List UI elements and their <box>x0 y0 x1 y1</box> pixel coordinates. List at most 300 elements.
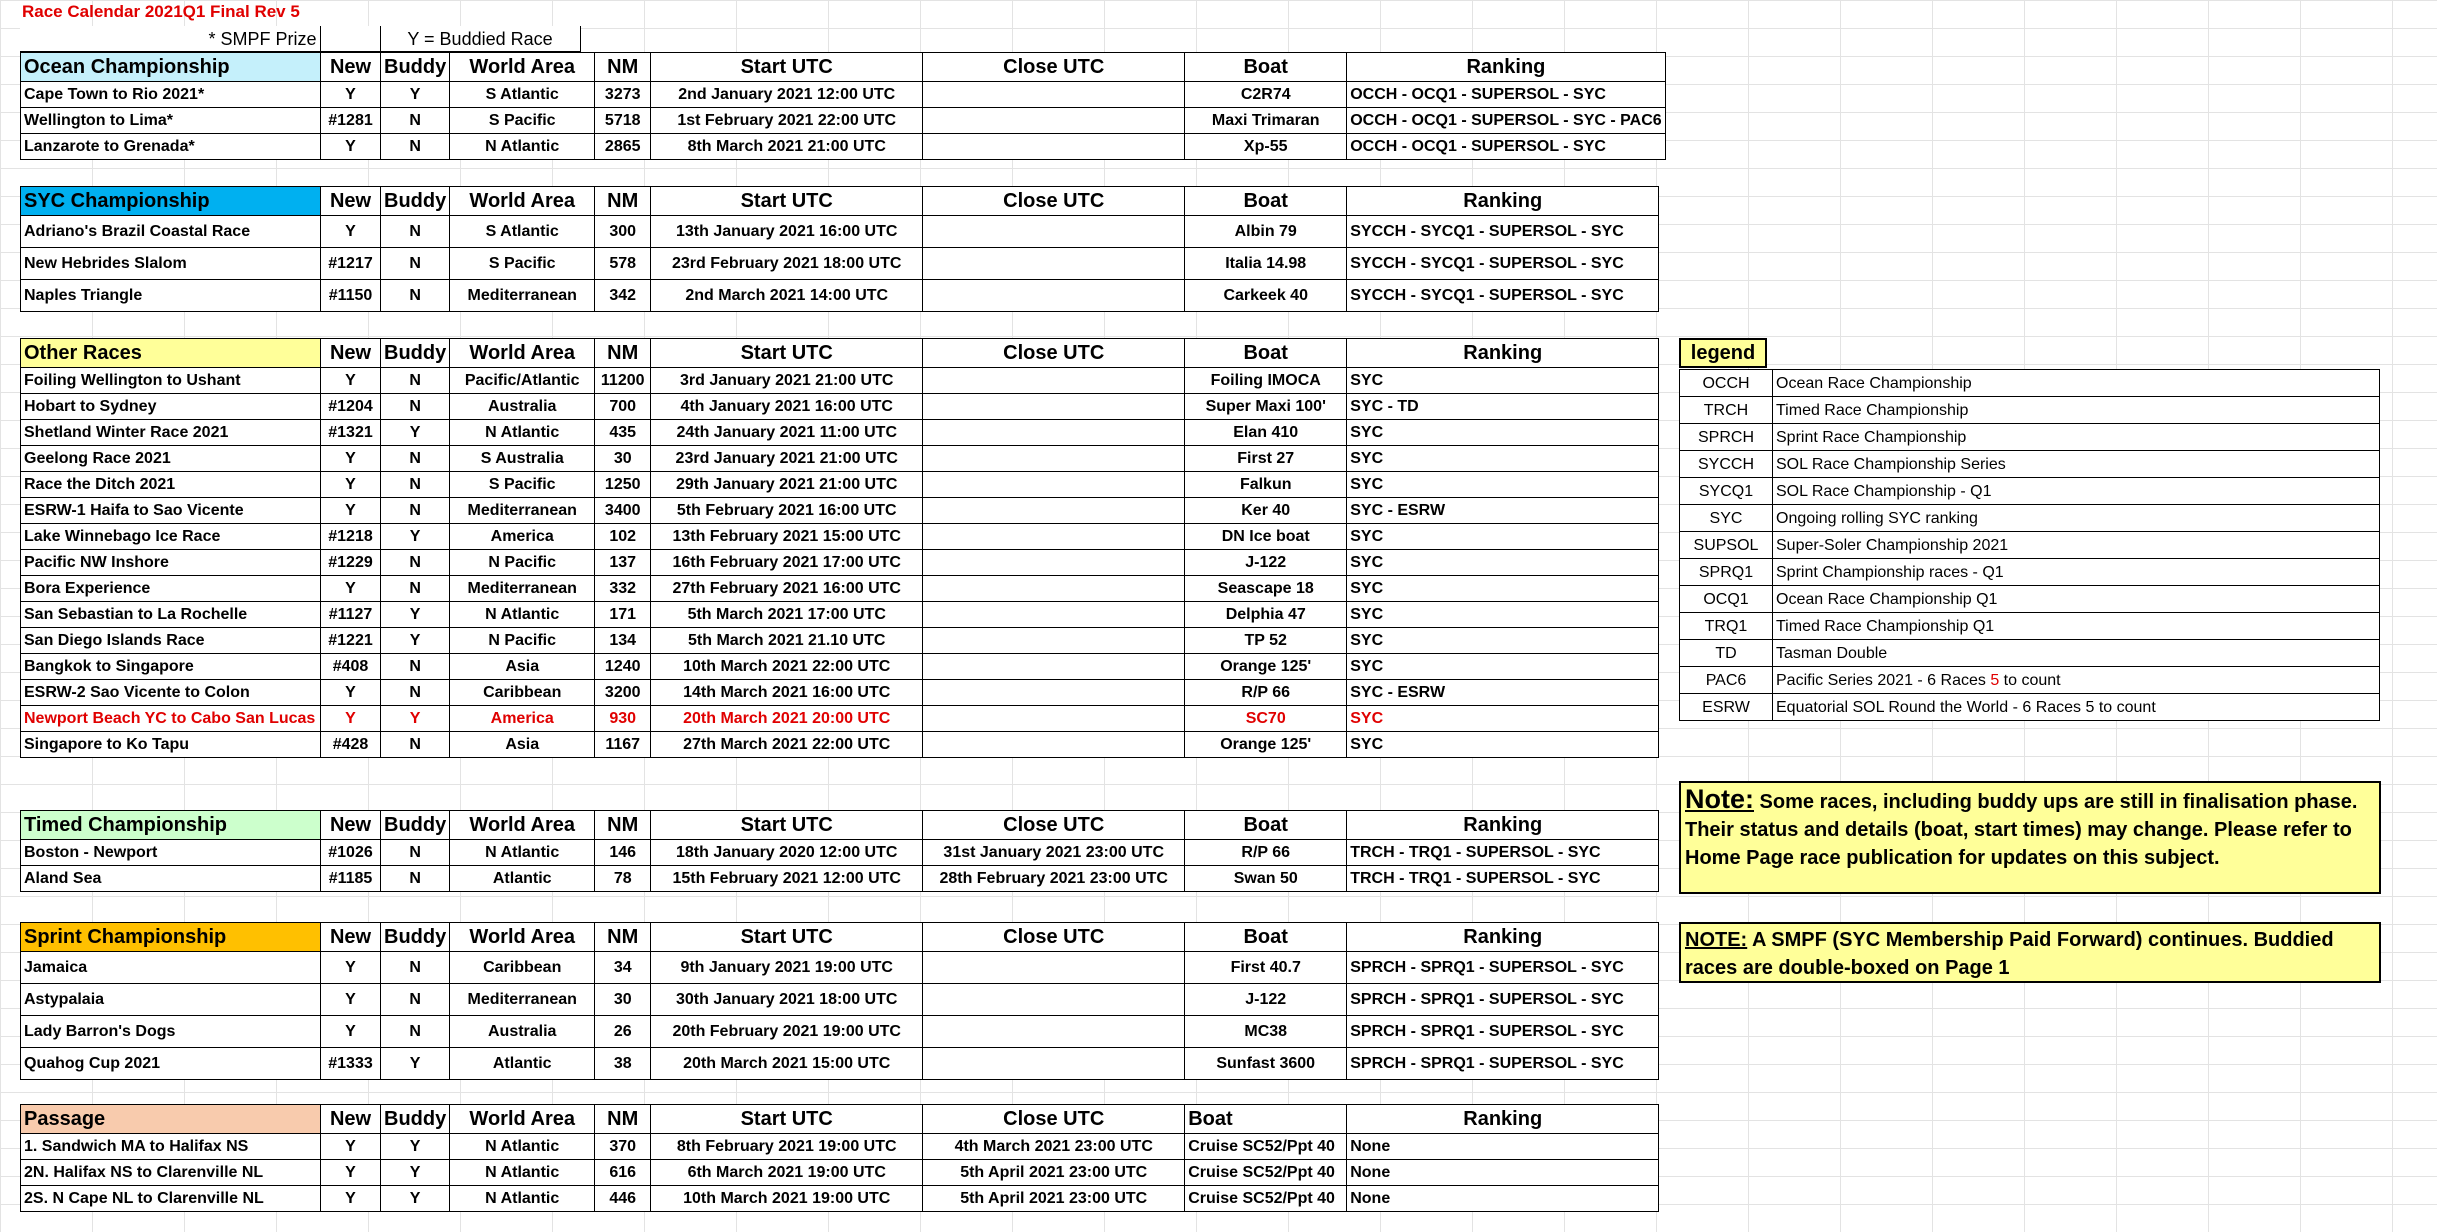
cell-name: San Sebastian to La Rochelle <box>21 602 321 628</box>
cell-close: 31st January 2021 23:00 UTC <box>923 840 1185 866</box>
cell-name: 1. Sandwich MA to Halifax NS <box>21 1134 321 1160</box>
section-title: Ocean Championship <box>21 53 321 82</box>
cell-close <box>923 498 1185 524</box>
cell-area: N Pacific <box>450 628 595 654</box>
cell-ranking: SYCCH - SYCQ1 - SUPERSOL - SYC <box>1347 280 1659 312</box>
race-row <box>21 1186 1659 1212</box>
cell-start: 13th February 2021 15:00 UTC <box>651 524 923 550</box>
cell-buddy: Y <box>381 82 450 108</box>
cell-buddy: N <box>381 840 450 866</box>
cell-start: 24th January 2021 11:00 UTC <box>651 420 923 446</box>
column-header-ranking: Ranking <box>1347 53 1665 82</box>
cell-new: #1333 <box>321 1048 381 1080</box>
cell-close <box>923 706 1185 732</box>
cell-area: America <box>450 524 595 550</box>
race-row <box>21 706 1659 732</box>
column-header-start: Start UTC <box>651 53 923 82</box>
cell-name: 2N. Halifax NS to Clarenville NL <box>21 1160 321 1186</box>
cell-new: Y <box>321 368 381 394</box>
cell-name: Race the Ditch 2021 <box>21 472 321 498</box>
legend-row <box>1680 694 2380 721</box>
column-header-ranking: Ranking <box>1347 339 1659 368</box>
cell-name: ESRW-1 Haifa to Sao Vicente <box>21 498 321 524</box>
race-row <box>21 446 1659 472</box>
cell-ranking: None <box>1347 1134 1659 1160</box>
column-header-nm: NM <box>595 811 651 840</box>
cell-nm: 30 <box>595 984 651 1016</box>
cell-close <box>923 576 1185 602</box>
legend-description: Timed Race Championship <box>1773 397 2380 424</box>
cell-close <box>923 420 1185 446</box>
column-header-buddy: Buddy <box>381 339 450 368</box>
race-row <box>21 248 1659 280</box>
legend-description: Ocean Race Championship Q1 <box>1773 586 2380 613</box>
cell-boat: Seascape 18 <box>1185 576 1347 602</box>
cell-area: N Atlantic <box>450 134 595 160</box>
cell-close <box>923 550 1185 576</box>
legend-title: legend <box>1679 338 1767 368</box>
cell-start: 2nd January 2021 12:00 UTC <box>651 82 923 108</box>
cell-close <box>923 1048 1185 1080</box>
cell-ranking: None <box>1347 1186 1659 1212</box>
cell-buddy: N <box>381 498 450 524</box>
cell-close <box>923 524 1185 550</box>
column-header-close: Close UTC <box>923 187 1185 216</box>
cell-start: 23rd January 2021 21:00 UTC <box>651 446 923 472</box>
cell-buddy: Y <box>381 1186 450 1212</box>
legend-description: Sprint Race Championship <box>1773 424 2380 451</box>
cell-name: Aland Sea <box>21 866 321 892</box>
cell-buddy: N <box>381 394 450 420</box>
cell-area: Asia <box>450 732 595 758</box>
cell-close <box>923 1016 1185 1048</box>
column-header-start: Start UTC <box>651 811 923 840</box>
cell-ranking: SYC - TD <box>1347 394 1659 420</box>
cell-area: Atlantic <box>450 866 595 892</box>
cell-close <box>923 680 1185 706</box>
cell-buddy: N <box>381 984 450 1016</box>
cell-start: 27th March 2021 22:00 UTC <box>651 732 923 758</box>
column-header-area: World Area <box>450 1105 595 1134</box>
column-header-boat: Boat <box>1185 1105 1347 1134</box>
column-header-new: New <box>321 339 381 368</box>
cell-ranking: None <box>1347 1160 1659 1186</box>
cell-boat: Italia 14.98 <box>1185 248 1347 280</box>
key-spacer <box>320 26 380 52</box>
column-header-new: New <box>321 1105 381 1134</box>
cell-start: 20th March 2021 20:00 UTC <box>651 706 923 732</box>
cell-ranking: OCCH - OCQ1 - SUPERSOL - SYC <box>1347 82 1665 108</box>
cell-new: Y <box>321 1016 381 1048</box>
cell-boat: Sunfast 3600 <box>1185 1048 1347 1080</box>
note-text: Some races, including buddy ups are still in finalisation phase. Their status and details (boat, start times) may change. Please refer to Home Page race publication for updates on this subject. <box>1685 791 2358 869</box>
section-title: Timed Championship <box>21 811 321 840</box>
cell-close <box>923 248 1185 280</box>
cell-area: Mediterranean <box>450 498 595 524</box>
legend-abbr: OCCH <box>1680 370 1773 397</box>
cell-area: Caribbean <box>450 680 595 706</box>
cell-nm: 137 <box>595 550 651 576</box>
cell-start: 10th March 2021 22:00 UTC <box>651 654 923 680</box>
legend-row <box>1680 505 2380 532</box>
legend-table <box>1679 369 2380 721</box>
cell-start: 14th March 2021 16:00 UTC <box>651 680 923 706</box>
cell-ranking: SYC <box>1347 420 1659 446</box>
cell-buddy: N <box>381 576 450 602</box>
cell-start: 18th January 2020 12:00 UTC <box>651 840 923 866</box>
column-header-boat: Boat <box>1185 811 1347 840</box>
cell-boat: Elan 410 <box>1185 420 1347 446</box>
cell-buddy: Y <box>381 706 450 732</box>
cell-buddy: Y <box>381 524 450 550</box>
cell-nm: 34 <box>595 952 651 984</box>
race-row <box>21 866 1659 892</box>
race-row <box>21 602 1659 628</box>
race-row <box>21 628 1659 654</box>
cell-ranking: SYC <box>1347 706 1659 732</box>
section-header-row <box>21 187 1659 216</box>
cell-ranking: SYCCH - SYCQ1 - SUPERSOL - SYC <box>1347 216 1659 248</box>
cell-boat: Falkun <box>1185 472 1347 498</box>
cell-name: Wellington to Lima* <box>21 108 321 134</box>
cell-buddy: Y <box>381 1134 450 1160</box>
cell-close <box>923 368 1185 394</box>
cell-ranking: SYC <box>1347 524 1659 550</box>
cell-boat: TP 52 <box>1185 628 1347 654</box>
cell-area: N Atlantic <box>450 1134 595 1160</box>
cell-area: Atlantic <box>450 1048 595 1080</box>
cell-new: #428 <box>321 732 381 758</box>
column-header-ranking: Ranking <box>1347 923 1659 952</box>
column-header-buddy: Buddy <box>381 923 450 952</box>
column-header-new: New <box>321 811 381 840</box>
cell-name: Jamaica <box>21 952 321 984</box>
cell-boat: Super Maxi 100' <box>1185 394 1347 420</box>
cell-ranking: SPRCH - SPRQ1 - SUPERSOL - SYC <box>1347 1048 1659 1080</box>
cell-nm: 5718 <box>595 108 651 134</box>
race-row <box>21 732 1659 758</box>
cell-new: Y <box>321 472 381 498</box>
cell-start: 6th March 2021 19:00 UTC <box>651 1160 923 1186</box>
cell-buddy: Y <box>381 628 450 654</box>
cell-new: #1321 <box>321 420 381 446</box>
cell-close <box>923 952 1185 984</box>
race-row <box>21 680 1659 706</box>
cell-buddy: Y <box>381 602 450 628</box>
cell-buddy: N <box>381 866 450 892</box>
cell-nm: 930 <box>595 706 651 732</box>
cell-nm: 446 <box>595 1186 651 1212</box>
cell-name: Newport Beach YC to Cabo San Lucas <box>21 706 321 732</box>
column-header-buddy: Buddy <box>381 53 450 82</box>
cell-area: N Pacific <box>450 550 595 576</box>
cell-close <box>923 654 1185 680</box>
race-row <box>21 952 1659 984</box>
legend-abbr: OCQ1 <box>1680 586 1773 613</box>
column-header-close: Close UTC <box>923 1105 1185 1134</box>
cell-name: Bora Experience <box>21 576 321 602</box>
column-header-boat: Boat <box>1185 339 1347 368</box>
legend-abbr: SYCCH <box>1680 451 1773 478</box>
cell-boat: R/P 66 <box>1185 680 1347 706</box>
cell-name: Lady Barron's Dogs <box>21 1016 321 1048</box>
cell-name: San Diego Islands Race <box>21 628 321 654</box>
section-title: Passage <box>21 1105 321 1134</box>
legend-row <box>1680 667 2380 694</box>
cell-area: Mediterranean <box>450 576 595 602</box>
cell-boat: R/P 66 <box>1185 840 1347 866</box>
cell-name: Quahog Cup 2021 <box>21 1048 321 1080</box>
legend-abbr: SYCQ1 <box>1680 478 1773 505</box>
cell-nm: 370 <box>595 1134 651 1160</box>
cell-buddy: N <box>381 134 450 160</box>
cell-name: Astypalaia <box>21 984 321 1016</box>
cell-ranking: SPRCH - SPRQ1 - SUPERSOL - SYC <box>1347 952 1659 984</box>
legend-row <box>1680 559 2380 586</box>
cell-area: N Atlantic <box>450 602 595 628</box>
cell-buddy: N <box>381 952 450 984</box>
cell-start: 20th March 2021 15:00 UTC <box>651 1048 923 1080</box>
cell-name: Geelong Race 2021 <box>21 446 321 472</box>
cell-buddy: N <box>381 550 450 576</box>
cell-nm: 332 <box>595 576 651 602</box>
column-header-close: Close UTC <box>923 53 1185 82</box>
cell-close: 28th February 2021 23:00 UTC <box>923 866 1185 892</box>
legend-row <box>1680 451 2380 478</box>
cell-start: 5th March 2021 17:00 UTC <box>651 602 923 628</box>
legend-description: Ocean Race Championship <box>1773 370 2380 397</box>
cell-nm: 146 <box>595 840 651 866</box>
cell-name: New Hebrides Slalom <box>21 248 321 280</box>
column-header-start: Start UTC <box>651 923 923 952</box>
cell-buddy: Y <box>381 420 450 446</box>
column-header-close: Close UTC <box>923 339 1185 368</box>
cell-area: Caribbean <box>450 952 595 984</box>
cell-ranking: SYC <box>1347 732 1659 758</box>
cell-area: Mediterranean <box>450 280 595 312</box>
cell-buddy: N <box>381 108 450 134</box>
race-row <box>21 1160 1659 1186</box>
legend-description: Timed Race Championship Q1 <box>1773 613 2380 640</box>
cell-ranking: SYC <box>1347 368 1659 394</box>
ocean-championship-table <box>20 52 1666 160</box>
cell-close: 4th March 2021 23:00 UTC <box>923 1134 1185 1160</box>
column-header-new: New <box>321 187 381 216</box>
cell-ranking: SYC <box>1347 472 1659 498</box>
cell-nm: 134 <box>595 628 651 654</box>
cell-area: S Atlantic <box>450 216 595 248</box>
cell-start: 13th January 2021 16:00 UTC <box>651 216 923 248</box>
column-header-area: World Area <box>450 53 595 82</box>
cell-start: 5th February 2021 16:00 UTC <box>651 498 923 524</box>
cell-start: 27th February 2021 16:00 UTC <box>651 576 923 602</box>
column-header-new: New <box>321 923 381 952</box>
section-title: SYC Championship <box>21 187 321 216</box>
column-header-new: New <box>321 53 381 82</box>
cell-nm: 171 <box>595 602 651 628</box>
cell-buddy: Y <box>381 1048 450 1080</box>
race-row <box>21 498 1659 524</box>
cell-buddy: N <box>381 368 450 394</box>
cell-nm: 3273 <box>595 82 651 108</box>
cell-area: S Australia <box>450 446 595 472</box>
column-header-nm: NM <box>595 923 651 952</box>
cell-start: 4th January 2021 16:00 UTC <box>651 394 923 420</box>
race-row <box>21 280 1659 312</box>
cell-start: 20th February 2021 19:00 UTC <box>651 1016 923 1048</box>
cell-new: Y <box>321 134 381 160</box>
cell-name: Adriano's Brazil Coastal Race <box>21 216 321 248</box>
cell-nm: 38 <box>595 1048 651 1080</box>
cell-area: N Atlantic <box>450 1186 595 1212</box>
cell-close <box>923 108 1185 134</box>
cell-boat: Cruise SC52/Ppt 40 <box>1185 1186 1347 1212</box>
cell-boat: Carkeek 40 <box>1185 280 1347 312</box>
column-header-ranking: Ranking <box>1347 811 1659 840</box>
note-text: A SMPF (SYC Membership Paid Forward) continues. Buddied races are double-boxed on Page 1 <box>1685 929 2334 979</box>
legend-abbr: SUPSOL <box>1680 532 1773 559</box>
cell-name: Boston - Newport <box>21 840 321 866</box>
cell-buddy: N <box>381 472 450 498</box>
cell-close <box>923 394 1185 420</box>
cell-new: #1218 <box>321 524 381 550</box>
race-row <box>21 1134 1659 1160</box>
cell-boat: MC38 <box>1185 1016 1347 1048</box>
legend-description: SOL Race Championship - Q1 <box>1773 478 2380 505</box>
timed-championship-table <box>20 810 1659 892</box>
cell-ranking: SYC <box>1347 602 1659 628</box>
cell-start: 23rd February 2021 18:00 UTC <box>651 248 923 280</box>
cell-new: Y <box>321 82 381 108</box>
cell-start: 3rd January 2021 21:00 UTC <box>651 368 923 394</box>
race-row <box>21 420 1659 446</box>
cell-nm: 435 <box>595 420 651 446</box>
legend-abbr: TD <box>1680 640 1773 667</box>
legend-description: Ongoing rolling SYC ranking <box>1773 505 2380 532</box>
cell-start: 1st February 2021 22:00 UTC <box>651 108 923 134</box>
other-races-table <box>20 338 1659 758</box>
cell-area: S Atlantic <box>450 82 595 108</box>
cell-new: Y <box>321 706 381 732</box>
cell-nm: 578 <box>595 248 651 280</box>
race-row <box>21 368 1659 394</box>
cell-nm: 102 <box>595 524 651 550</box>
cell-start: 10th March 2021 19:00 UTC <box>651 1186 923 1212</box>
cell-boat: DN Ice boat <box>1185 524 1347 550</box>
legend-row <box>1680 370 2380 397</box>
document-title: Race Calendar 2021Q1 Final Rev 5 <box>22 2 300 21</box>
section-title: Sprint Championship <box>21 923 321 952</box>
note-finalisation <box>1679 781 2381 894</box>
cell-nm: 1240 <box>595 654 651 680</box>
cell-close <box>923 602 1185 628</box>
column-header-buddy: Buddy <box>381 811 450 840</box>
cell-new: #1026 <box>321 840 381 866</box>
cell-new: #1185 <box>321 866 381 892</box>
cell-new: Y <box>321 1186 381 1212</box>
cell-nm: 78 <box>595 866 651 892</box>
cell-new: Y <box>321 446 381 472</box>
smpf-prize-note: * SMPF Prize <box>20 26 320 52</box>
cell-nm: 300 <box>595 216 651 248</box>
cell-new: Y <box>321 1160 381 1186</box>
cell-name: Lanzarote to Grenada* <box>21 134 321 160</box>
legend-description: Equatorial SOL Round the World - 6 Races 5 to count <box>1773 694 2380 721</box>
cell-close: 5th April 2021 23:00 UTC <box>923 1160 1185 1186</box>
cell-buddy: N <box>381 654 450 680</box>
cell-nm: 2865 <box>595 134 651 160</box>
section-header-row <box>21 339 1659 368</box>
highlight-number: 5 <box>1990 671 2000 689</box>
legend-abbr: ESRW <box>1680 694 1773 721</box>
cell-boat: Foiling IMOCA <box>1185 368 1347 394</box>
cell-buddy: N <box>381 680 450 706</box>
legend-description: Super-Soler Championship 2021 <box>1773 532 2380 559</box>
cell-name: Shetland Winter Race 2021 <box>21 420 321 446</box>
cell-ranking: SPRCH - SPRQ1 - SUPERSOL - SYC <box>1347 1016 1659 1048</box>
cell-buddy: N <box>381 446 450 472</box>
key-row <box>20 26 581 52</box>
cell-name: Lake Winnebago Ice Race <box>21 524 321 550</box>
cell-start: 15th February 2021 12:00 UTC <box>651 866 923 892</box>
cell-name: Singapore to Ko Tapu <box>21 732 321 758</box>
cell-new: #1217 <box>321 248 381 280</box>
race-row <box>21 472 1659 498</box>
cell-nm: 342 <box>595 280 651 312</box>
cell-ranking: SYC <box>1347 628 1659 654</box>
race-row <box>21 1016 1659 1048</box>
race-row <box>21 840 1659 866</box>
column-header-ranking: Ranking <box>1347 187 1659 216</box>
cell-start: 8th March 2021 21:00 UTC <box>651 134 923 160</box>
cell-ranking: SYC <box>1347 576 1659 602</box>
legend-row <box>1680 532 2380 559</box>
race-row <box>21 82 1666 108</box>
cell-new: #1221 <box>321 628 381 654</box>
cell-ranking: OCCH - OCQ1 - SUPERSOL - SYC - PAC6 <box>1347 108 1665 134</box>
legend-abbr: TRCH <box>1680 397 1773 424</box>
column-header-buddy: Buddy <box>381 1105 450 1134</box>
cell-ranking: OCCH - OCQ1 - SUPERSOL - SYC <box>1347 134 1665 160</box>
column-header-area: World Area <box>450 339 595 368</box>
cell-boat: SC70 <box>1185 706 1347 732</box>
cell-name: 2S. N Cape NL to Clarenville NL <box>21 1186 321 1212</box>
cell-name: ESRW-2 Sao Vicente to Colon <box>21 680 321 706</box>
race-row <box>21 550 1659 576</box>
cell-boat: First 40.7 <box>1185 952 1347 984</box>
cell-new: Y <box>321 576 381 602</box>
cell-new: Y <box>321 1134 381 1160</box>
race-row <box>21 576 1659 602</box>
cell-new: #1150 <box>321 280 381 312</box>
syc-championship-table <box>20 186 1659 312</box>
cell-nm: 1167 <box>595 732 651 758</box>
cell-name: Cape Town to Rio 2021* <box>21 82 321 108</box>
cell-area: Asia <box>450 654 595 680</box>
cell-new: #408 <box>321 654 381 680</box>
cell-close <box>923 984 1185 1016</box>
cell-buddy: N <box>381 732 450 758</box>
cell-close <box>923 472 1185 498</box>
cell-nm: 3200 <box>595 680 651 706</box>
cell-start: 5th March 2021 21.10 UTC <box>651 628 923 654</box>
column-header-nm: NM <box>595 339 651 368</box>
cell-boat: Albin 79 <box>1185 216 1347 248</box>
cell-boat: Xp-55 <box>1185 134 1347 160</box>
legend-row <box>1680 613 2380 640</box>
cell-nm: 3400 <box>595 498 651 524</box>
column-header-boat: Boat <box>1185 53 1347 82</box>
